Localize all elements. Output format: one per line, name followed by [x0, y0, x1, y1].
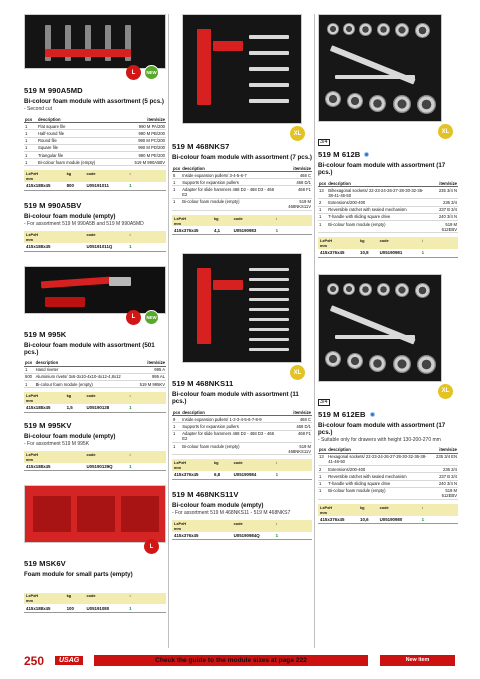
puller	[249, 318, 289, 321]
puller	[249, 288, 289, 291]
order-info: LxPxH mm code ↕ 415x376x45 U05190984Q 1	[172, 520, 312, 540]
product-title: Bi-colour foam module with assortment (17 pcs.)	[318, 162, 446, 177]
rivet-tray	[45, 297, 85, 307]
column-1	[24, 14, 166, 613]
size-badge-xl: XL	[290, 365, 305, 380]
column-3	[318, 14, 458, 524]
table-row: 500 Aluminium rivets/ 3x6-3x10-4x10-4x12-4,8x12 995 AL	[25, 374, 165, 380]
size-badge-xl: XL	[438, 124, 453, 139]
table-row: 1 Adapter for slide hammers 468 D2 - 468 D3 - 468 E2 468 F1	[173, 186, 311, 197]
size-badge-l: L	[126, 65, 141, 80]
compartment	[121, 496, 159, 532]
th-item-size: item/size	[120, 116, 166, 122]
socket	[417, 95, 436, 114]
order-code: U05190984	[233, 472, 257, 478]
adapter	[213, 41, 243, 51]
riveter-handle	[41, 276, 111, 288]
puller	[249, 328, 289, 331]
page-footer	[0, 654, 480, 669]
drive-size-fraction: 3/4	[320, 398, 328, 405]
table-row: 1 Square file 990 M PD/200	[25, 145, 165, 151]
order-qty: 1	[129, 183, 132, 189]
product-code: 519 M 468NKS7	[172, 142, 230, 151]
table-row: 1 Bi-colour foam module (empty) 519 M 468NKS11V	[173, 443, 311, 454]
order-size: 415x188x45	[26, 405, 51, 411]
order-weight: 10,6	[360, 516, 369, 522]
socket	[343, 283, 355, 295]
assortment-table	[24, 116, 166, 166]
size-badge-l: L	[126, 310, 141, 325]
table-row: 2 Extensions/200-400 236 3/4	[319, 466, 457, 472]
puller	[249, 268, 289, 271]
table-row: 1 T-handle with sliding square drive 240 3/4 N	[319, 214, 457, 220]
table-row: 1 Bi-colour foam module (empty) 519 M 612EBV	[319, 488, 457, 499]
assortment-table: pcs description item/size 13 Hexagonal sockets/ 22-23-24-26-27-28-30-32-36-38-41-46-50 235 3/4 EN 2 Extensions/200-400 236 3/4 1 Reversible ratchet with sealed mechanism 237 B 3/4 1 T-handle with sliding square drive 240 3/4 N 1 Bi-colour foam module (empty) 519 M 612EBV	[319, 447, 457, 499]
table-row: 1 Hand riveter 995 A	[25, 367, 165, 373]
puller	[249, 99, 289, 103]
order-code: U05190980	[379, 516, 403, 522]
drive-size-fraction: 3/4	[320, 139, 328, 145]
product-code: 519 M 468NKS11	[172, 379, 234, 389]
order-qty: 1	[275, 227, 279, 233]
order-code: U05191011Q	[86, 244, 113, 250]
puller	[249, 51, 289, 55]
socket	[417, 355, 436, 374]
order-code: U05190139Q	[86, 464, 113, 470]
product-photo-pullers-11	[182, 253, 302, 363]
product-photo-pullers-7	[182, 14, 302, 124]
socket	[347, 93, 363, 109]
product-note: - For assortment 519 M 468NKS11 - 519 M 468NKS7	[172, 509, 291, 516]
socket	[395, 23, 409, 37]
product-title: Bi-colour foam module with assortment (5 pcs.)	[24, 98, 164, 105]
order-info: LxPxH mm code ↕ 415x188x45 U05190139Q 1	[24, 451, 166, 471]
table-row: 1 Bi-colour foam module (empty) 519 M 468NKS11V	[173, 199, 311, 210]
product-code: 519 M 468NKS11V	[172, 489, 239, 499]
table-row: 1 Triangular file 990 M PE/200	[25, 152, 165, 158]
th-description: description	[37, 116, 120, 122]
order-size: 415x188x45	[26, 244, 51, 250]
order-size: 415x188x45	[26, 605, 51, 611]
th-pcs: pcs	[24, 116, 37, 122]
slide-hammer	[197, 29, 211, 105]
socket	[369, 95, 386, 112]
file-handles-band	[45, 49, 131, 57]
product-title: Bi-colour foam module with assortment (17 pcs.)	[318, 421, 446, 436]
order-info: LxPxH mm kg code ↕ 415x376x45 10,6 U05190980 1	[318, 504, 458, 524]
assortment-table: pcs description item/size 5 Inside expansion pullers/ 3-4-5-6-7 468 C 1 Supports for expansion pullers 468 D/1 1 Adapter for slide hammers 468 D2 - 468 D3 - 468 E2 468 F1 1 Bi-colour foam module (empty) 519 M 468NKS11V	[173, 165, 311, 210]
order-size: 415x376x45	[174, 472, 199, 478]
product-note: - Second cut	[24, 106, 53, 113]
product-photo-sockets-hex	[318, 274, 442, 382]
order-info: LxPxH mm kg code ↕ 415x376x45 6,8 U05190984 1	[172, 459, 312, 479]
product-title: Bi-colour foam module (empty)	[24, 432, 116, 440]
order-code: U05190984Q	[233, 532, 260, 538]
product-note: - For assortment 519 M 990A5B and 519 M 990A5MD	[24, 220, 144, 227]
socket	[393, 355, 411, 373]
socket	[327, 23, 339, 35]
column-divider	[314, 14, 315, 648]
socket	[415, 23, 430, 38]
adapter	[213, 280, 243, 290]
order-weight: 1,5	[66, 405, 73, 411]
order-weight: 100	[66, 605, 74, 611]
order-weight: 4,1	[214, 227, 221, 233]
assortment-table: pcs description item/size 13 Bihexagonal sockets/ 22-23-24-26-27-28-30-32-36-38-41-46-50 235 3/4 N 2 Extensions/200-400 236 3/4 1 Reversible ratchet with sealed mechanism 237 B 3/4 1 T-handle with sliding square drive 240 3/4 N 1 Bi-colour foam module (empty) 519 M 612EBV	[319, 180, 457, 232]
table-row: 1 Half-round file 990 M PB/200	[25, 130, 165, 136]
order-code: U05190981	[379, 250, 403, 256]
product-photo-small-parts-module	[24, 485, 166, 543]
puller	[249, 35, 289, 39]
product-code: 519 M 995KV	[24, 420, 72, 430]
product-code: 519 M 612EB	[318, 409, 366, 419]
assortment-table: pcs description item/size 9 Inside expansion pullers/ 1-2-3-4-5-6-7-8-9 468 C 1 Supports for expansion pullers 468 D/1 1 Adapter for slide hammers 468 D2 - 468 D3 - 468 E2 468 F1 1 Bi-colour foam module (empty) 519 M 468NKS11V	[173, 409, 311, 454]
extension	[335, 335, 415, 339]
socket	[359, 283, 372, 296]
puller	[249, 308, 289, 311]
order-code: U05191080	[86, 605, 110, 611]
table-row: 1 Reversible ratchet with sealed mechanism 237 B 3/4	[319, 473, 457, 479]
column-2	[172, 14, 312, 540]
product-title: Bi-colour foam module (empty)	[172, 501, 264, 509]
socket	[393, 95, 411, 113]
product-code: 519 M 990A5MD	[24, 86, 83, 95]
table-row: 1 Flat square file 990 M PA/200	[25, 123, 165, 129]
socket	[377, 23, 390, 36]
socket	[347, 353, 363, 369]
compartment	[33, 496, 71, 532]
product-photo-riveter	[24, 266, 166, 314]
product-title: Bi-colour foam module with assortment (11 pcs.)	[172, 391, 299, 406]
socket	[343, 23, 355, 35]
table-row: 1 Adapter for slide hammers 468 D2 - 468 D3 - 468 E2 468 F1	[173, 431, 311, 442]
order-info: LxPxH mm code ↕ 415x188x45 U05191011Q 1	[24, 231, 166, 251]
extension	[335, 75, 415, 79]
puller	[249, 67, 289, 71]
size-badge-l: L	[144, 539, 159, 554]
product-code: 519 M 990A5BV	[24, 200, 82, 210]
table-row: 5 Inside expansion pullers/ 3-4-5-6-7 468 C	[173, 172, 311, 178]
size-badge-xl: XL	[290, 126, 305, 141]
puller	[249, 348, 289, 351]
order-size: 415x188x45	[26, 464, 51, 470]
size-badge-xl: XL	[438, 384, 453, 399]
order-size: 415x376x45	[320, 250, 345, 256]
product-code: 519 M 995K	[24, 329, 67, 339]
new-badge: NEW	[144, 310, 159, 325]
order-size: 415x376x45	[174, 532, 199, 538]
order-info: LxPxH mm kg code ↕ 415x188x45 800 U05191011 1	[24, 170, 166, 190]
puller	[249, 83, 289, 87]
order-info: LxPxH mm kg code ↕ 415x188x45 100 U05191080 1	[24, 593, 166, 613]
puller	[249, 278, 289, 281]
compartment	[77, 496, 115, 532]
product-title: Bi-colour foam module with assortment (7 pcs.)	[172, 154, 312, 161]
product-note: - For assortment 519 M 995K	[24, 440, 90, 447]
product-title: Bi-colour foam module with assortment (501 pcs.)	[24, 341, 155, 356]
table-row: 2 Extensions/200-400 236 3/4	[319, 199, 457, 205]
order-weight: 6,8	[214, 472, 221, 478]
table-row: 1 Supports for expansion pullers 468 D/1	[173, 179, 311, 185]
table-row: 13 Bihexagonal sockets/ 22-23-24-26-27-28-30-32-36-38-41-46-50 235 3/4 N	[319, 187, 457, 198]
socket	[325, 351, 341, 367]
order-size: 415x188x45	[26, 183, 51, 189]
brand-logo: USAG	[55, 656, 83, 665]
table-row: 1 Round file 990 M PC/200	[25, 138, 165, 144]
table-row: 1 Bi-colour foam module (empty) 519 M 995KV	[25, 381, 165, 387]
socket	[369, 355, 386, 372]
socket	[415, 283, 430, 298]
socket	[325, 91, 341, 107]
product-code: 519 MSK6V	[24, 559, 66, 569]
order-size: 415x376x45	[174, 227, 199, 233]
order-qty: 1	[129, 464, 132, 470]
order-qty: 1	[421, 516, 425, 522]
order-qty: 1	[129, 405, 132, 411]
table-row: 1 T-handle with sliding square drive 240 3/4 N	[319, 481, 457, 487]
new-item-legend: New item	[380, 655, 455, 666]
puller	[249, 338, 289, 341]
column-divider	[168, 14, 169, 648]
guide-banner: Check the guide to the module sizes at page 222	[94, 655, 368, 666]
order-qty: 1	[421, 250, 425, 256]
table-row: 1 Bi-colour foam module (empty) 519 M 990A5BV	[25, 159, 165, 165]
product-photo-sockets-bihex	[318, 14, 442, 122]
table-row: 13 Hexagonal sockets/ 22-23-24-26-27-28-30-32-36-38-41-46-50 235 3/4 EN	[319, 454, 457, 465]
order-weight: 10,8	[360, 250, 369, 256]
socket	[359, 23, 372, 36]
order-code: U05190983	[233, 227, 257, 233]
order-qty: 1	[129, 244, 132, 250]
order-weight: 800	[66, 183, 74, 189]
table-row: 1 Bi-colour foam module (empty) 519 M 612EBV	[319, 221, 457, 232]
socket	[327, 283, 339, 295]
order-size: 415x376x45	[320, 516, 345, 522]
slide-hammer	[197, 268, 211, 344]
puller	[249, 298, 289, 301]
assortment-table: pcs description item/size 1 Hand riveter 995 A 500 Aluminium rivets/ 3x6-3x10-4x10-4x12-4,8x12 995 AL 1 Bi-colour foam module (empty) 519 M 995KV	[25, 360, 165, 387]
order-code: U05190138	[86, 405, 110, 411]
page-number: 250	[24, 654, 45, 668]
order-info: LxPxH mm kg code ↕ 415x376x45 10,8 U05190981 1	[318, 237, 458, 257]
socket	[377, 283, 390, 296]
order-code: U05191011	[86, 183, 109, 189]
order-info: LxPxH mm kg code ↕ 415x188x45 1,5 U05190138 1	[24, 392, 166, 412]
product-note: - Suitable only for drawers with height 130-200-270 mm	[318, 436, 441, 443]
product-title: Foam module for small parts (empty)	[24, 571, 133, 579]
order-qty: 1	[275, 472, 279, 478]
table-row: 1 Reversible ratchet with sealed mechanism 237 B 3/4	[319, 207, 457, 213]
product-code: 519 M 612B	[318, 150, 361, 159]
table-row: 1 Supports for expansion pullers 468 D/1	[173, 424, 311, 430]
info-dot-icon	[364, 152, 369, 157]
socket	[395, 283, 409, 297]
info-dot-icon	[370, 412, 375, 417]
order-qty: 1	[129, 605, 132, 611]
product-photo-files	[24, 14, 166, 69]
new-badge: NEW	[144, 65, 159, 80]
order-qty: 1	[275, 532, 279, 538]
product-title: Bi-colour foam module (empty)	[24, 212, 116, 220]
table-row: 9 Inside expansion pullers/ 1-2-3-4-5-6-7-8-9 468 C	[173, 416, 311, 422]
order-info: LxPxH mm kg code ↕ 415x376x45 4,1 U05190983 1	[172, 215, 312, 235]
riveter-head	[109, 277, 131, 286]
